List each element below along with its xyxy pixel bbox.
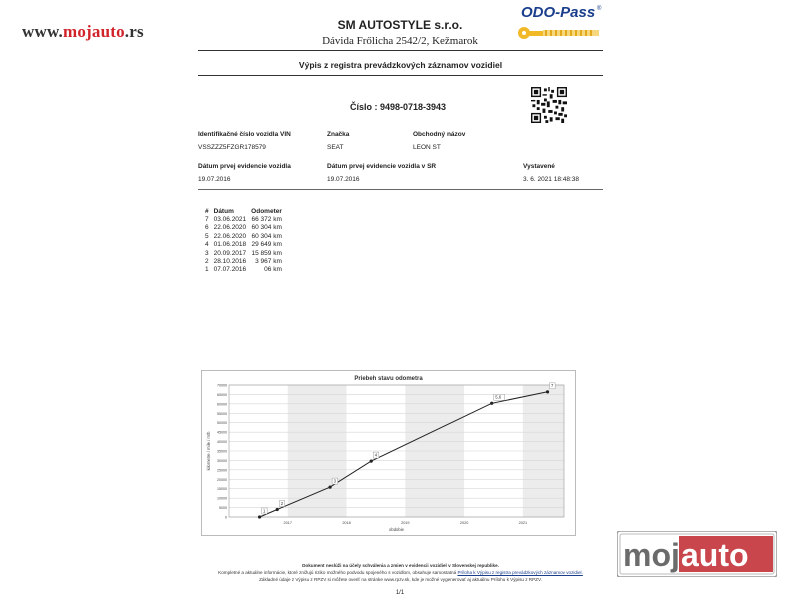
y-tick-label: 65000 — [217, 392, 227, 397]
x-tick-label: 2017 — [283, 521, 292, 525]
cell-date: 22.06.2020 — [213, 232, 247, 240]
table-row — [205, 233, 287, 241]
x-tick-label: 2018 — [342, 521, 351, 525]
first-registration-sr-label: Dátum prvej evidencie vozidla v SR — [327, 163, 437, 170]
y-tick-label: 0 — [225, 515, 227, 520]
cell-date: 20.09.2017 — [213, 249, 247, 257]
y-tick-label: 40000 — [217, 440, 227, 445]
cell-index: 3 — [205, 249, 209, 257]
data-label: 4 — [374, 452, 378, 458]
col-date-header: Dátum — [213, 208, 234, 215]
document-heading: Výpis z registra prevádzkových záznamov vozidiel — [298, 60, 503, 70]
y-axis-label: kilometre / míle / mth — [206, 431, 211, 471]
watermark-left-text: moj — [623, 537, 680, 573]
odo-pass-logo — [515, 4, 605, 42]
x-axis-label: obdobie — [389, 527, 404, 532]
logo-registered-mark: ® — [597, 6, 602, 12]
site-url-suffix: .rs — [124, 22, 144, 41]
data-label: 2 — [280, 500, 284, 506]
footer-verify: Základné údaje z Výpisu z RPZV si môžete overiť na stránke www.rpzv.sk, kde je možné vygenerovať aj aktuálnu Prílohu k Výpisu z RPZV. — [259, 577, 542, 582]
table-header-row — [205, 208, 287, 216]
table-row — [205, 250, 287, 258]
cell-date: 01.06.2018 — [213, 241, 247, 249]
model-value: LEON ST — [413, 144, 441, 151]
odometer-chart-svg — [202, 371, 575, 535]
company-name: SM AUTOSTYLE s.r.o. — [337, 18, 463, 32]
cell-date: 03.06.2021 — [213, 216, 247, 223]
site-url-prefix: www. — [22, 22, 63, 41]
cell-index: 6 — [205, 224, 209, 232]
issued-value: 3. 6. 2021 18:48:38 — [523, 176, 580, 183]
issued-label: Vystavené — [523, 163, 555, 170]
fields-rule — [198, 189, 603, 190]
y-tick-label: 5000 — [219, 506, 227, 511]
data-label: 5,6 — [495, 394, 502, 400]
logo-text: ODO-Pass — [521, 4, 596, 21]
table-row — [205, 241, 287, 249]
data-label: 7 — [551, 383, 554, 389]
y-tick-label: 15000 — [217, 487, 227, 492]
header-rule — [198, 50, 603, 51]
cell-index: 7 — [205, 216, 209, 223]
cell-odometer: 60 304 km — [251, 224, 282, 232]
cell-index: 4 — [205, 241, 209, 249]
col-index-header: # — [205, 208, 209, 215]
company-header — [300, 18, 500, 47]
table-row — [205, 216, 287, 224]
key-icon — [515, 22, 605, 42]
cell-date: 28.10.2016 — [213, 258, 247, 266]
first-registration-value: 19.07.2016 — [198, 176, 231, 183]
table-row — [205, 258, 287, 266]
data-point — [328, 485, 331, 488]
data-point — [258, 515, 261, 518]
cell-odometer: 06 km — [264, 266, 282, 274]
x-tick-label: 2021 — [518, 521, 528, 525]
col-odometer-header: Odometer — [251, 208, 282, 215]
data-point — [370, 459, 373, 462]
table-row — [205, 266, 287, 274]
footer-info — [198, 570, 603, 575]
cell-odometer: 3 967 km — [255, 258, 282, 266]
mojauto-watermark — [617, 531, 777, 577]
y-tick-label: 45000 — [217, 430, 227, 435]
y-tick-label: 30000 — [217, 458, 227, 463]
y-tick-label: 20000 — [217, 477, 227, 482]
cell-date: 07.07.2016 — [213, 266, 247, 274]
first-registration-label: Dátum prvej evidencie vozidla — [198, 163, 291, 170]
watermark-right-text: auto — [681, 537, 749, 573]
vin-value: VSSZZZ5FZGR178579 — [198, 144, 266, 151]
cell-index: 5 — [205, 232, 209, 240]
site-url-brand: mojauto — [62, 22, 125, 41]
footer-notice: Dokument neslúži na účely schválenia a zmien v evidencii vozidiel v Slovenskej republike. — [302, 563, 499, 568]
data-label: 3 — [333, 478, 336, 484]
x-tick-label: 2019 — [401, 521, 410, 525]
data-point — [546, 390, 549, 393]
footer-attachment-link[interactable]: Príloha k Výpisu z registra prevádzkových záznamov vozidiel. — [457, 570, 583, 575]
company-address: Dávida Frőlicha 2542/2, Kežmarok — [322, 35, 478, 47]
cell-odometer: 15 859 km — [251, 249, 282, 257]
odometer-chart — [201, 370, 576, 536]
chart-title: Priebeh stavu odometra — [354, 376, 423, 382]
y-tick-label: 70000 — [217, 383, 227, 388]
data-point — [490, 402, 493, 405]
model-label: Obchodný názov — [413, 131, 466, 138]
cell-date: 22.06.2020 — [213, 224, 247, 232]
cell-index: 1 — [205, 266, 209, 274]
heading-rule — [198, 75, 603, 76]
y-tick-label: 60000 — [217, 402, 227, 407]
page-number: 1/1 — [395, 590, 405, 596]
make-value: SEAT — [327, 144, 344, 151]
footer-info-text: Kompletné a aktuálne informácie, ktoré znižujú riziko možného podvodu spojeného s vozidlom, obsahuje samostatná — [218, 570, 457, 575]
first-registration-sr-value: 19.07.2016 — [327, 176, 360, 183]
cell-odometer: 29 649 km — [251, 241, 282, 249]
document-number: Číslo : 9498-0718-3943 — [350, 102, 447, 112]
cell-odometer: 66 372 km — [251, 216, 282, 223]
odometer-table — [205, 208, 287, 275]
site-url — [22, 22, 144, 42]
x-tick-label: 2020 — [459, 521, 469, 525]
cell-odometer: 60 304 km — [251, 232, 282, 240]
data-point — [276, 508, 279, 511]
y-tick-label: 10000 — [217, 496, 227, 501]
y-tick-label: 25000 — [217, 468, 227, 473]
cell-index: 2 — [205, 258, 209, 266]
qr-code-icon — [531, 87, 567, 123]
vin-label: Identifikačné číslo vozidla VIN — [198, 131, 291, 138]
data-label: 1 — [263, 508, 266, 514]
make-label: Značka — [327, 131, 350, 138]
y-tick-label: 50000 — [217, 421, 227, 426]
table-row — [205, 224, 287, 232]
y-tick-label: 35000 — [217, 449, 227, 454]
y-tick-label: 55000 — [217, 411, 227, 416]
